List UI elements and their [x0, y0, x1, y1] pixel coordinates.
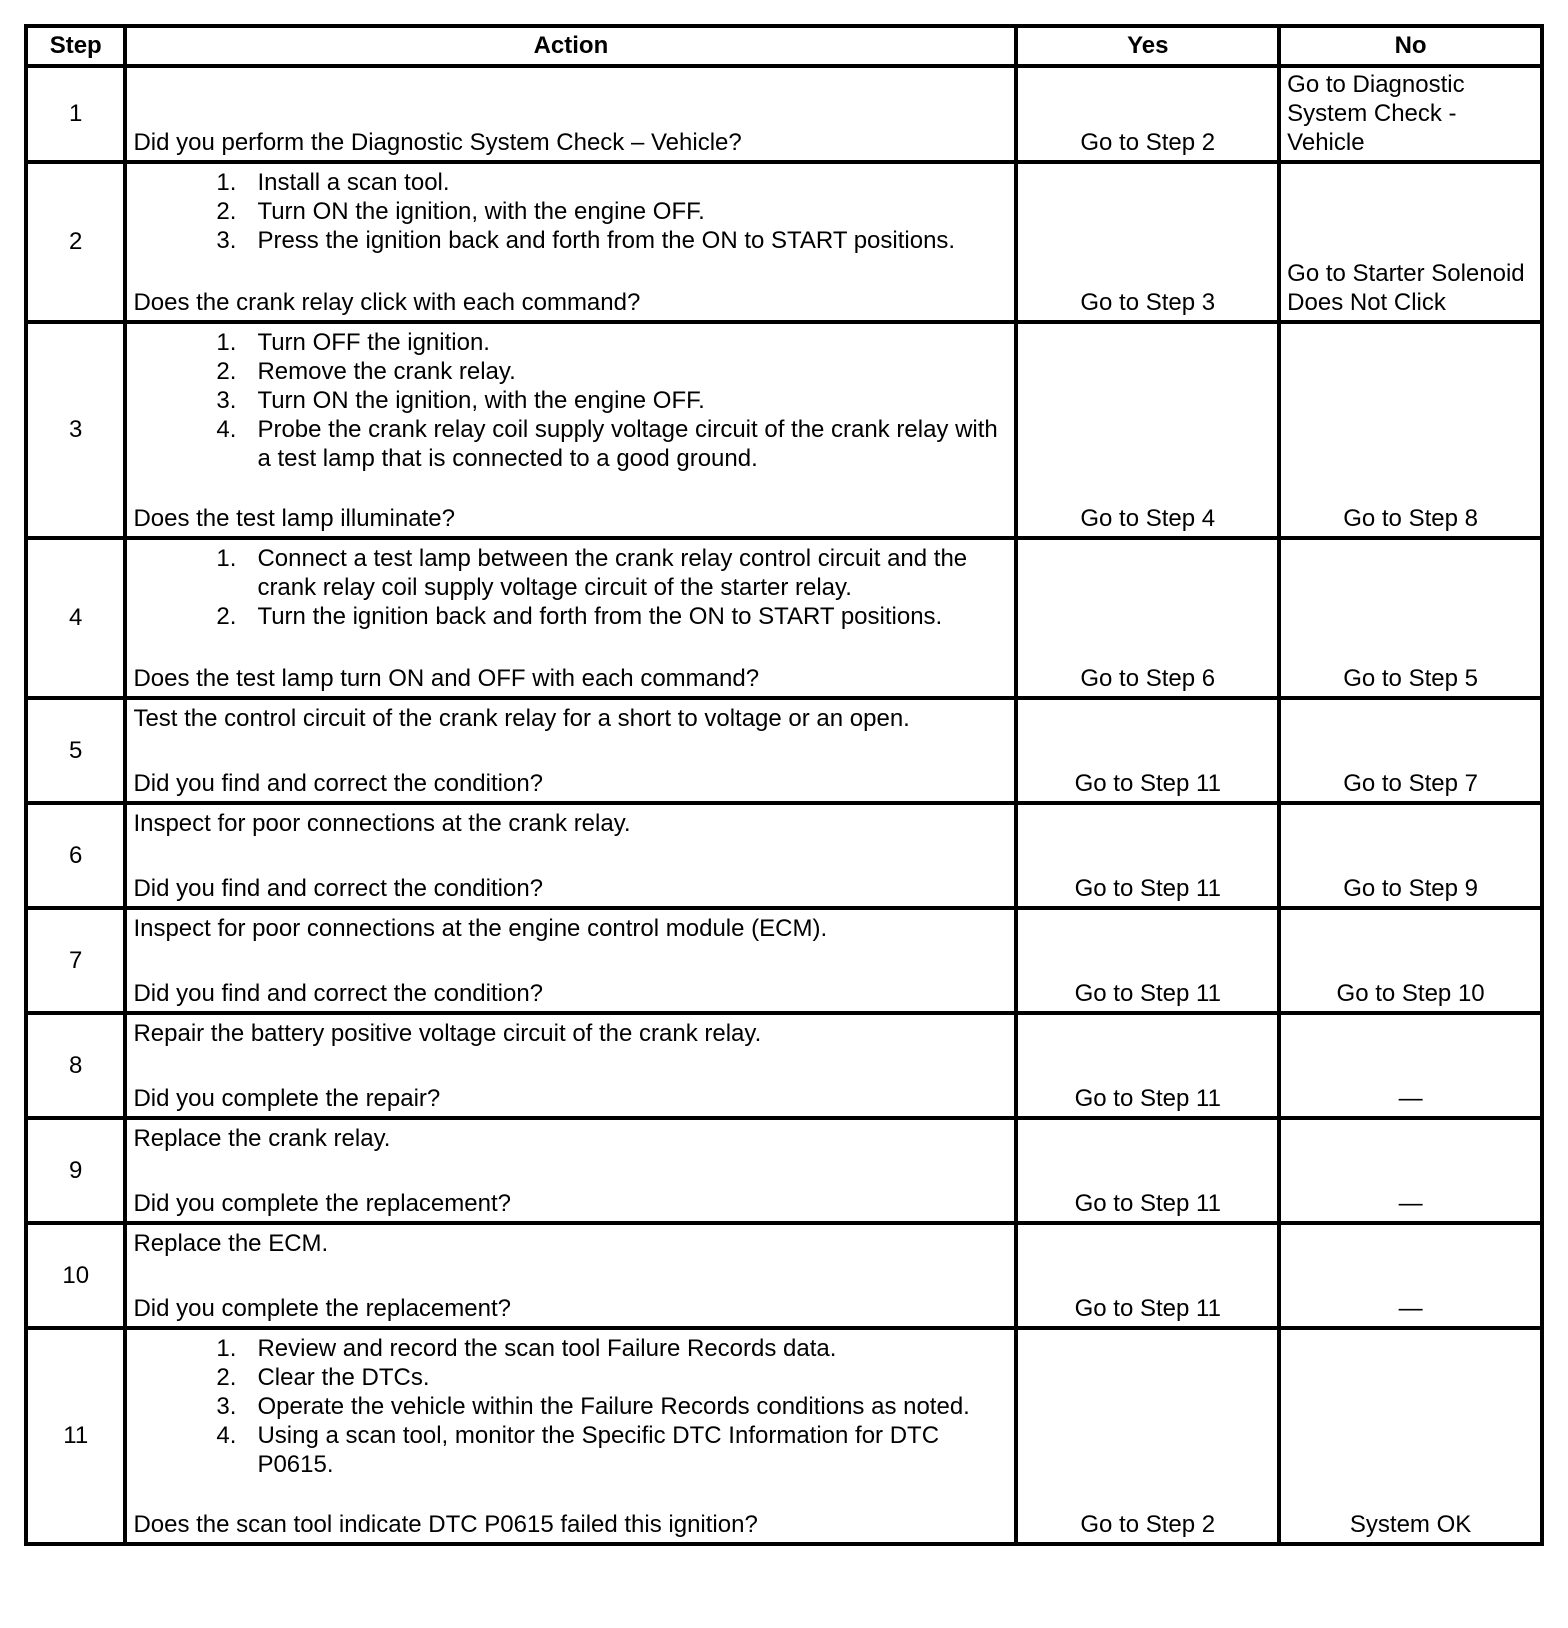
no-result: Go to Step 10 — [1279, 908, 1542, 1013]
table-row — [26, 908, 1542, 1013]
action-step-text: Turn ON the ignition, with the engine OFF. — [257, 387, 705, 414]
table-row — [26, 803, 1542, 908]
action-step-text: Operate the vehicle within the Failure Records conditions as noted. — [257, 1393, 970, 1420]
table-row — [26, 162, 1542, 322]
step-number: 5 — [26, 698, 125, 803]
action-steps-list — [133, 168, 1008, 255]
action-step-number: 4. — [216, 416, 237, 443]
no-result: System OK — [1279, 1328, 1542, 1544]
action-step-item — [133, 357, 1008, 386]
step-number: 7 — [26, 908, 125, 1013]
step-number: 8 — [26, 1013, 125, 1118]
action-instructions — [133, 168, 1008, 255]
action-question: Did you complete the replacement? — [133, 1190, 511, 1217]
action-steps-list — [133, 1334, 1008, 1479]
action-content — [133, 1124, 1008, 1218]
no-result: Go to Step 8 — [1279, 322, 1542, 538]
action-step-text: Clear the DTCs. — [257, 1364, 430, 1391]
action-step-item — [133, 1421, 1008, 1479]
action-question: Does the test lamp illuminate? — [133, 505, 455, 532]
action-step-number: 3. — [216, 1393, 237, 1420]
action-cell — [125, 162, 1016, 322]
yes-result: Go to Step 6 — [1016, 538, 1279, 698]
header-row — [26, 26, 1542, 66]
action-step-text: Install a scan tool. — [257, 169, 450, 196]
action-step-item — [133, 1392, 1008, 1421]
action-step-text: Turn ON the ignition, with the engine OFF. — [257, 198, 705, 225]
action-cell — [125, 322, 1016, 538]
action-step-text: Remove the crank relay. — [257, 358, 516, 385]
action-step-number: 1. — [216, 169, 237, 196]
step-number: 2 — [26, 162, 125, 322]
action-step-text: Connect a test lamp between the crank relay control circuit and the crank relay coil supply voltage circuit of the starter relay. — [257, 545, 968, 601]
action-step-text: Using a scan tool, monitor the Specific DTC Information for DTC P0615. — [257, 1422, 940, 1478]
action-content — [133, 1229, 1008, 1323]
step-number: 3 — [26, 322, 125, 538]
no-result: — — [1279, 1223, 1542, 1328]
action-instructions — [133, 544, 1008, 631]
action-question: Did you perform the Diagnostic System Check – Vehicle? — [133, 129, 742, 156]
no-result: — — [1279, 1118, 1542, 1223]
action-question: Did you find and correct the condition? — [133, 875, 544, 902]
action-step-number: 2. — [216, 1364, 237, 1391]
action-question: Did you find and correct the condition? — [133, 770, 544, 797]
header-step: Step — [26, 26, 125, 66]
action-step-item — [133, 168, 1008, 197]
action-content — [133, 72, 1008, 157]
yes-result: Go to Step 11 — [1016, 1118, 1279, 1223]
action-instructions — [133, 1229, 1008, 1258]
action-step-text: Review and record the scan tool Failure Records data. — [257, 1335, 837, 1362]
action-cell — [125, 538, 1016, 698]
table-row — [26, 1223, 1542, 1328]
action-cell — [125, 66, 1016, 162]
action-step-text: Press the ignition back and forth from the ON to START positions. — [257, 227, 956, 254]
step-number: 10 — [26, 1223, 125, 1328]
action-cell — [125, 908, 1016, 1013]
action-statement: Replace the ECM. — [133, 1230, 329, 1257]
action-question: Did you complete the repair? — [133, 1085, 441, 1112]
table-row — [26, 698, 1542, 803]
no-result: Go to Step 9 — [1279, 803, 1542, 908]
yes-result: Go to Step 11 — [1016, 908, 1279, 1013]
yes-result: Go to Step 3 — [1016, 162, 1279, 322]
table-row — [26, 1013, 1542, 1118]
table-row — [26, 322, 1542, 538]
action-question: Did you find and correct the condition? — [133, 980, 544, 1007]
action-instructions — [133, 1124, 1008, 1153]
action-statement: Repair the battery positive voltage circuit of the crank relay. — [133, 1020, 762, 1047]
action-instructions — [133, 1019, 1008, 1048]
action-step-number: 1. — [216, 1335, 237, 1362]
action-question: Did you complete the replacement? — [133, 1295, 511, 1322]
action-step-number: 3. — [216, 227, 237, 254]
yes-result: Go to Step 11 — [1016, 803, 1279, 908]
no-result: Go to Step 5 — [1279, 538, 1542, 698]
action-step-item — [133, 1334, 1008, 1363]
action-cell — [125, 1328, 1016, 1544]
action-step-number: 2. — [216, 198, 237, 225]
action-step-item — [133, 328, 1008, 357]
action-content — [133, 1019, 1008, 1113]
action-step-number: 1. — [216, 329, 237, 356]
action-content — [133, 328, 1008, 533]
yes-result: Go to Step 4 — [1016, 322, 1279, 538]
action-cell — [125, 1223, 1016, 1328]
action-question: Does the crank relay click with each command? — [133, 289, 641, 316]
yes-result: Go to Step 11 — [1016, 1223, 1279, 1328]
action-step-item — [133, 1363, 1008, 1392]
header-no: No — [1279, 26, 1542, 66]
action-instructions — [133, 328, 1008, 473]
table-row — [26, 66, 1542, 162]
step-number: 6 — [26, 803, 125, 908]
action-steps-list — [133, 328, 1008, 473]
action-step-item — [133, 544, 1008, 602]
step-number: 9 — [26, 1118, 125, 1223]
table-row — [26, 1328, 1542, 1544]
no-result: — — [1279, 1013, 1542, 1118]
yes-result: Go to Step 2 — [1016, 1328, 1279, 1544]
action-statement: Inspect for poor connections at the engine control module (ECM). — [133, 915, 828, 942]
action-step-number: 1. — [216, 545, 237, 572]
action-step-number: 2. — [216, 358, 237, 385]
action-content — [133, 544, 1008, 693]
yes-result: Go to Step 2 — [1016, 66, 1279, 162]
action-steps-list — [133, 544, 1008, 631]
action-cell — [125, 1013, 1016, 1118]
yes-result: Go to Step 11 — [1016, 698, 1279, 803]
action-cell — [125, 1118, 1016, 1223]
table-row — [26, 1118, 1542, 1223]
action-step-item — [133, 197, 1008, 226]
step-number: 4 — [26, 538, 125, 698]
action-content — [133, 168, 1008, 317]
yes-result: Go to Step 11 — [1016, 1013, 1279, 1118]
no-result: Go to Step 7 — [1279, 698, 1542, 803]
action-content — [133, 914, 1008, 1008]
action-statement: Test the control circuit of the crank relay for a short to voltage or an open. — [133, 705, 910, 732]
action-step-item — [133, 386, 1008, 415]
action-instructions — [133, 914, 1008, 943]
action-step-text: Turn the ignition back and forth from the ON to START positions. — [257, 603, 943, 630]
action-instructions — [133, 809, 1008, 838]
action-instructions — [133, 704, 1008, 733]
header-yes: Yes — [1016, 26, 1279, 66]
action-step-item — [133, 602, 1008, 631]
action-step-number: 4. — [216, 1422, 237, 1449]
action-step-item — [133, 415, 1008, 473]
action-content — [133, 809, 1008, 903]
diagnostic-table-container — [24, 24, 1544, 1614]
action-cell — [125, 698, 1016, 803]
action-statement: Inspect for poor connections at the crank relay. — [133, 810, 631, 837]
header-action: Action — [125, 26, 1016, 66]
action-step-text: Probe the crank relay coil supply voltage circuit of the crank relay with a test lamp that is connected to a good ground. — [257, 416, 998, 472]
action-step-item — [133, 226, 1008, 255]
table-body — [26, 66, 1542, 1544]
action-question: Does the scan tool indicate DTC P0615 failed this ignition? — [133, 1511, 758, 1538]
action-content — [133, 1334, 1008, 1539]
step-number: 11 — [26, 1328, 125, 1544]
diagnostic-table — [24, 24, 1544, 1546]
action-step-text: Turn OFF the ignition. — [257, 329, 490, 356]
table-row — [26, 538, 1542, 698]
action-step-number: 3. — [216, 387, 237, 414]
action-question: Does the test lamp turn ON and OFF with each command? — [133, 665, 760, 692]
no-result: Go to Diagnostic System Check - Vehicle — [1279, 66, 1542, 162]
action-content — [133, 704, 1008, 798]
action-step-number: 2. — [216, 603, 237, 630]
action-cell — [125, 803, 1016, 908]
action-statement: Replace the crank relay. — [133, 1125, 391, 1152]
action-instructions — [133, 1334, 1008, 1479]
no-result: Go to Starter Solenoid Does Not Click — [1279, 162, 1542, 322]
step-number: 1 — [26, 66, 125, 162]
